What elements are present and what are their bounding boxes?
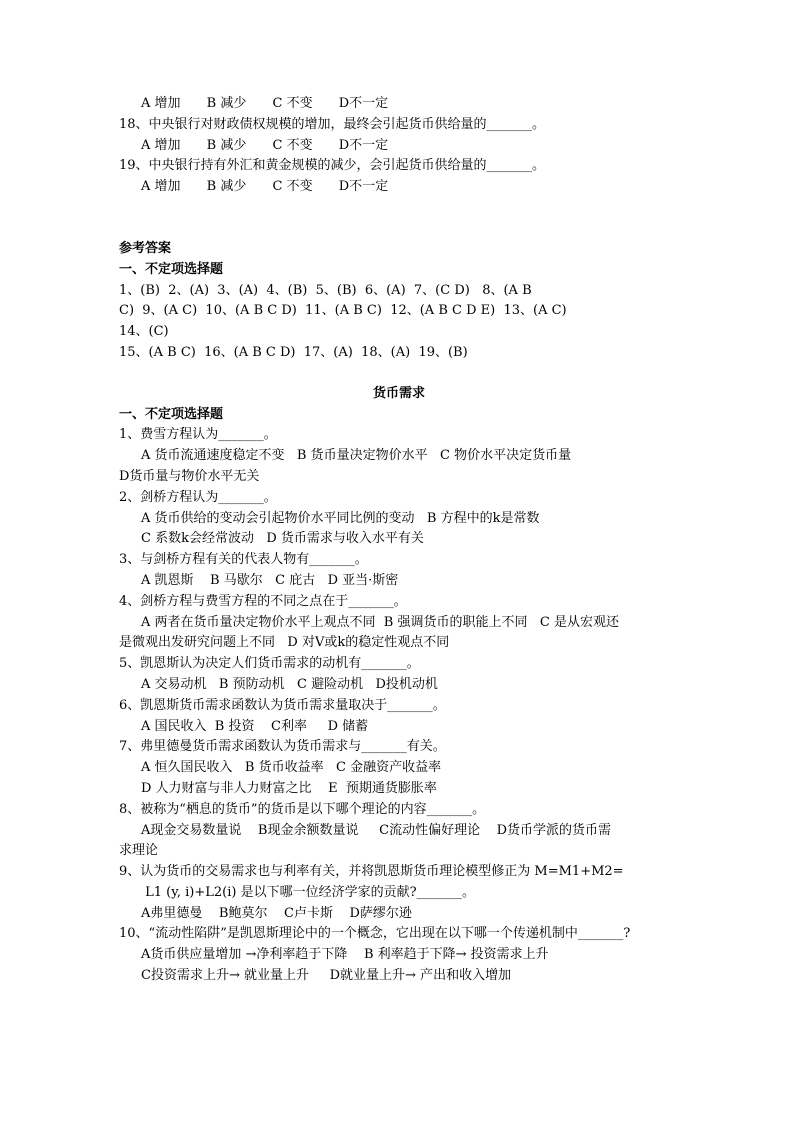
q19-options [119,177,679,198]
question-options: A 货币流通速度稳定不变 B 货币量决定物价水平 C 物价水平决定货币量 [141,448,572,464]
question-text: 中央银行对财政债权规模的增加，最终会引起货币供给量的_______。 [148,116,546,132]
option-d: D不一定 [338,137,389,153]
question-text: 求理论 [119,843,159,859]
question-options: A 恒久国民收入 B 货币收益率 C 金融资产收益率 [141,760,442,776]
section-title: 一、不定项选择题 [119,406,224,422]
question-list [119,425,679,987]
option-d: D不一定 [338,179,389,195]
option-a: A 增加 [141,179,181,195]
question-text: 中央银行持有外汇和黄金规模的减少，会引起货币供给量的_______。 [148,158,546,174]
question-text: 8、被称为“栖息的货币”的货币是以下哪个理论的内容_______。 [119,801,486,817]
question-options: C 系数k会经常波动 D 货币需求与收入水平有关 [141,531,424,547]
answers-line: 1、(B) 2、(A) 3、(A) 4、(B) 5、(B) 6、(A) 7、(C D) 8、(A B [119,282,532,298]
option-b: B 减少 [206,137,247,153]
question-text: D货币量与物价水平无关 [119,468,260,484]
answers-heading: 参考答案 [119,240,172,256]
question-options: A 凯恩斯 B 马歇尔 C 庇古 D 亚当·斯密 [141,572,399,588]
question-options: A 两者在货币量决定物价水平上观点不同 B 强调货币的职能上不同 C 是从宏观还 [141,614,619,630]
question-text: 6、凯恩斯货币需求函数认为货币需求量取决于_______。 [119,697,446,713]
question-options: A 货币供给的变动会引起物价水平同比例的变动 B 方程中的k是常数 [141,510,540,526]
option-c: C 不变 [272,96,313,111]
question-options: L1 (y, i)+L2(i) 是以下哪一位经济学家的贡献?_______。 [141,884,476,900]
q17-options [119,94,679,115]
question-options: A 国民收入 B 投资 C利率 D 储蓄 [141,718,369,734]
question-text: 是微观出发研究问题上不同 D 对V或k的稳定性观点不同 [119,635,450,651]
question-text: 7、弗里德曼货币需求函数认为货币需求与_______有关。 [119,739,446,755]
option-b: B 减少 [206,179,247,195]
option-b: B 减少 [206,96,247,111]
question-text: 2、剑桥方程认为_______。 [119,489,277,505]
page-content [119,94,679,987]
q18-options [119,136,679,157]
answers-line: C) 9、(A C) 10、(A B C D) 11、(A B C) 12、(A B C D E) 13、(A C) [119,303,567,319]
option-d: D不一定 [338,96,389,111]
question-options: A现金交易数量说 B现金余额数量说 C流动性偏好理论 D货币学派的货币需 [141,822,612,838]
question-options: A弗里德曼 B鲍莫尔 C卢卡斯 D萨缪尔逊 [141,905,412,921]
option-a: A 增加 [141,137,181,153]
answers-line: 14、(C) [119,324,169,340]
question-number: 18、 [119,116,149,132]
q18-stem [119,115,679,136]
q19-stem [119,156,679,177]
option-c: C 不变 [272,137,313,153]
chapter-title: 货币需求 [372,385,425,401]
question-text: 9、认为货币的交易需求也与利率有关，并将凯恩斯货币理论模型修正为 M=M1+M2= [119,864,624,880]
option-c: C 不变 [272,179,313,195]
answers-line: 15、(A B C) 16、(A B C D) 17、(A) 18、(A) 19、(B) [119,344,468,360]
question-options: D 人力财富与非人力财富之比 E 预期通货膨胀率 [141,780,437,796]
option-a: A 增加 [141,96,181,111]
question-text: 5、凯恩斯认为决定人们货币需求的动机有_______。 [119,656,420,672]
question-text: 10、“流动性陷阱”是凯恩斯理论中的一个概念，它出现在以下哪一个传递机制中_______? [119,926,631,942]
question-text: 4、剑桥方程与费雪方程的不同之点在于_______。 [119,593,407,609]
question-options: C投资需求上升→ 就业量上升 D就业量上升→ 产出和收入增加 [141,968,512,984]
question-options: A货币供应量增加 →净利率趋于下降 B 利率趋于下降→ 投资需求上升 [141,947,549,963]
question-number: 19、 [119,158,149,174]
question-options: A 交易动机 B 预防动机 C 避险动机 D投机动机 [141,676,438,692]
question-text: 1、费雪方程认为_______。 [119,427,277,443]
answers-section-title: 一、不定项选择题 [119,261,224,277]
question-text: 3、与剑桥方程有关的代表人物有_______。 [119,552,368,568]
